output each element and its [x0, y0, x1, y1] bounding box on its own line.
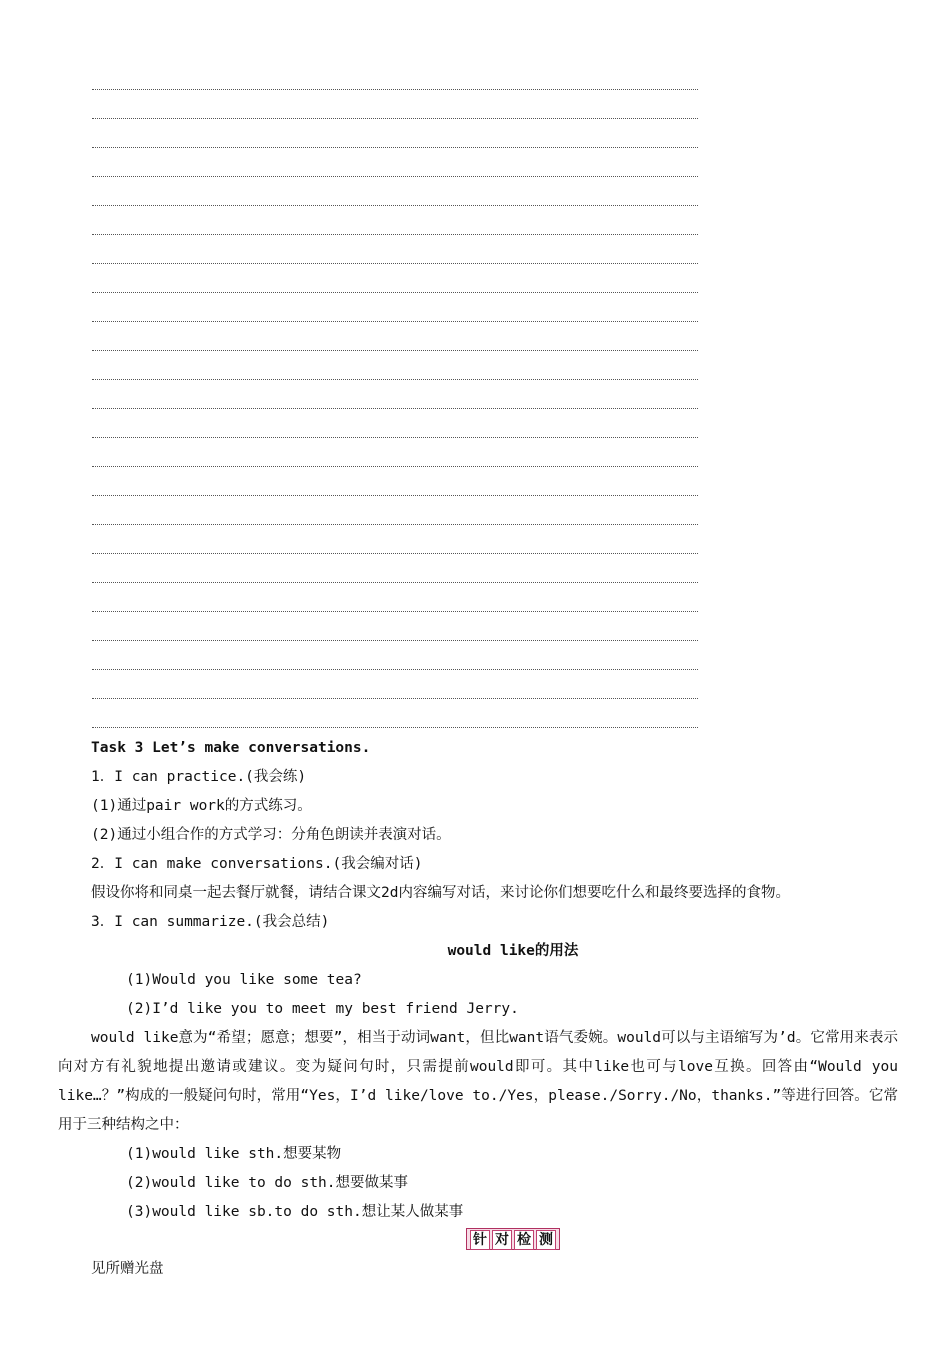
conversations-text: 假设你将和同桌一起去餐厅就餐，请结合课文2d内容编写对话，来讨论你们想要吃什么和最终要选择的食物。	[91, 885, 790, 901]
writing-lines	[92, 89, 698, 756]
badge-char: 测	[536, 1230, 556, 1250]
writing-line	[92, 292, 698, 293]
writing-line	[92, 466, 698, 467]
practice-item: (2)通过小组合作的方式学习：分角色朗读并表演对话。	[91, 827, 451, 843]
footer-note: 见所赠光盘	[91, 1261, 164, 1277]
section-badge	[58, 1227, 898, 1253]
explanation-paragraph: would like意为“希望；愿意；想要”，相当于动词want，但比want语气委婉。would可以与主语缩写为’d。它常用来表示向对方有礼貌地提出邀请或建议。变为疑问句时，只需提前would即可。其中like也可与love互换。回答由“Would you like…？”构成的一般疑问句时，常用“Yes，I’d like/love to./Yes，please./Sorry./No，thanks.”等进行回答。它常用于三种结构之中：	[58, 1030, 898, 1133]
writing-line	[92, 553, 698, 554]
summarize-heading: 3．I can summarize.(我会总结)	[91, 914, 330, 930]
writing-line	[92, 321, 698, 322]
writing-line	[92, 437, 698, 438]
task-title: Task 3 Let’s make conversations.	[91, 740, 371, 756]
structure-item: (2)would like to do sth.想要做某事	[126, 1175, 409, 1191]
practice-item: (1)通过pair work的方式练习。	[91, 798, 312, 814]
badge-char: 对	[492, 1230, 512, 1250]
writing-line	[92, 205, 698, 206]
structure-item: (1)would like sth.想要某物	[126, 1146, 342, 1162]
writing-line	[92, 176, 698, 177]
writing-line	[92, 118, 698, 119]
writing-line	[92, 89, 698, 90]
writing-line	[92, 234, 698, 235]
badge-box	[466, 1228, 560, 1250]
conversations-heading: 2．I can make conversations.(我会编对话)	[91, 856, 423, 872]
writing-line	[92, 408, 698, 409]
writing-line	[92, 582, 698, 583]
example-sentence: (1)Would you like some tea?	[126, 972, 362, 988]
writing-line	[92, 350, 698, 351]
writing-line	[92, 640, 698, 641]
writing-line	[92, 524, 698, 525]
writing-line	[92, 611, 698, 612]
writing-line	[92, 495, 698, 496]
writing-line	[92, 727, 698, 728]
writing-line	[92, 263, 698, 264]
structure-item: (3)would like sb.to do sth.想让某人做某事	[126, 1204, 464, 1220]
badge-char: 针	[470, 1230, 490, 1250]
example-sentence: (2)I’d like you to meet my best friend Jerry.	[126, 1001, 519, 1017]
writing-line	[92, 698, 698, 699]
badge-char: 检	[514, 1230, 534, 1250]
summary-title: would like的用法	[447, 943, 579, 959]
writing-line	[92, 379, 698, 380]
writing-line	[92, 147, 698, 148]
practice-heading: 1．I can practice.(我会练)	[91, 769, 307, 785]
document-content	[58, 734, 898, 1284]
writing-line	[92, 669, 698, 670]
